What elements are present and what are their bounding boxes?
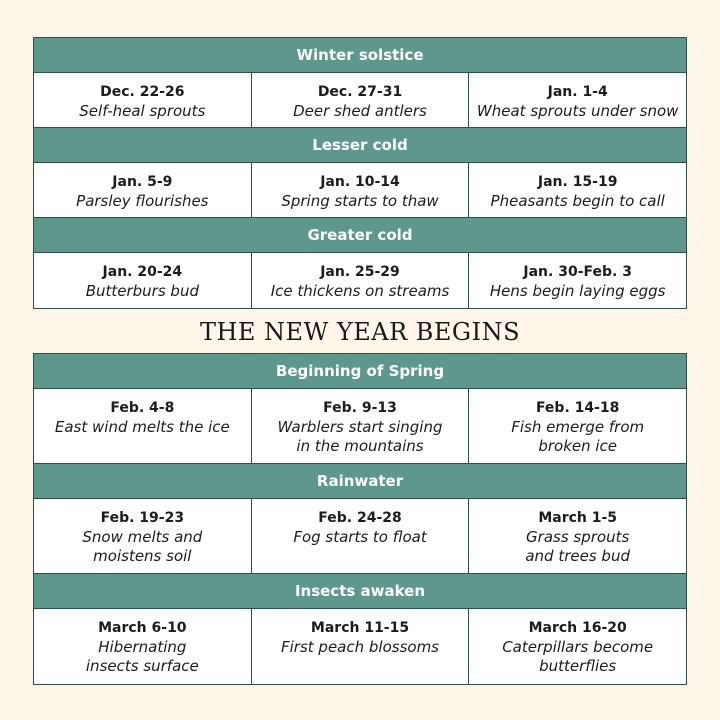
table-cell bbox=[252, 253, 470, 308]
table-cell bbox=[34, 163, 252, 217]
cell-description: Pheasants begin to call bbox=[490, 192, 665, 210]
cell-date: Dec. 27-31 bbox=[317, 84, 403, 100]
cell-date: Jan. 5-9 bbox=[112, 174, 173, 190]
cell-date: March 6-10 bbox=[98, 620, 187, 636]
section-header-winter-solstice: Winter solstice bbox=[34, 38, 686, 73]
cell-date: Feb. 9-13 bbox=[323, 400, 397, 416]
cell-date: Feb. 4-8 bbox=[110, 400, 175, 416]
cell-date: Feb. 24-28 bbox=[318, 510, 402, 526]
cell-description: Fog starts to float bbox=[293, 528, 427, 546]
cell-date: Jan. 1-4 bbox=[547, 84, 608, 100]
table-cell bbox=[252, 73, 470, 127]
table-cell bbox=[469, 389, 686, 463]
section-header-insects-awaken: Insects awaken bbox=[34, 574, 686, 609]
cell-description: Warblers start singing in the mountains bbox=[277, 418, 443, 455]
cell-description: East wind melts the ice bbox=[54, 418, 230, 436]
table-cell bbox=[34, 253, 252, 308]
cell-date: Dec. 22-26 bbox=[100, 84, 185, 100]
cell-description: Parsley flourishes bbox=[76, 192, 209, 210]
cell-date: Jan. 15-19 bbox=[537, 174, 618, 190]
table-cell bbox=[252, 389, 470, 463]
cell-description: Butterburs bud bbox=[85, 282, 199, 300]
cell-description: Spring starts to thaw bbox=[281, 192, 439, 210]
calendar-table-top bbox=[33, 37, 687, 309]
section-header-rainwater: Rainwater bbox=[34, 464, 686, 499]
cell-date: Jan. 25-29 bbox=[320, 264, 400, 280]
section-header-lesser-cold: Lesser cold bbox=[34, 128, 686, 163]
table-cell bbox=[469, 73, 686, 127]
cell-description: Fish emerge from broken ice bbox=[511, 418, 645, 455]
cell-description: Grass sprouts and trees bud bbox=[525, 528, 630, 565]
cell-date: March 16-20 bbox=[528, 620, 627, 636]
section-header-greater-cold: Greater cold bbox=[34, 218, 686, 253]
table-cell bbox=[469, 609, 686, 684]
section-row bbox=[34, 609, 686, 684]
cell-description: Wheat sprouts under snow bbox=[476, 102, 679, 120]
section-row bbox=[34, 73, 686, 128]
cell-date: Feb. 14-18 bbox=[535, 400, 620, 416]
cell-description: Deer shed antlers bbox=[293, 102, 427, 120]
cell-description: Snow melts and moistens soil bbox=[82, 528, 203, 565]
cell-description: Hens begin laying eggs bbox=[489, 282, 666, 300]
cell-description: First peach blossoms bbox=[281, 638, 439, 656]
table-cell bbox=[252, 609, 470, 684]
cell-date: March 11-15 bbox=[310, 620, 410, 636]
section-row bbox=[34, 499, 686, 574]
cell-description: Caterpillars become butterflies bbox=[502, 638, 654, 675]
cell-date: Jan. 10-14 bbox=[320, 174, 400, 190]
table-cell bbox=[252, 163, 470, 217]
section-row bbox=[34, 163, 686, 218]
cell-description: Hibernating insects surface bbox=[85, 638, 199, 675]
section-row bbox=[34, 389, 686, 464]
table-cell bbox=[469, 253, 686, 308]
table-cell bbox=[34, 499, 252, 573]
cell-date: Jan. 30-Feb. 3 bbox=[523, 264, 632, 280]
table-cell bbox=[252, 499, 470, 573]
calendar-table-bottom bbox=[33, 353, 687, 685]
section-header-beginning-of-spring: Beginning of Spring bbox=[34, 354, 686, 389]
new-year-banner: THE NEW YEAR BEGINS bbox=[199, 318, 521, 346]
cell-description: Self-heal sprouts bbox=[79, 102, 206, 120]
table-cell bbox=[34, 609, 252, 684]
table-cell bbox=[34, 389, 252, 463]
cell-description: Ice thickens on streams bbox=[270, 282, 450, 300]
cell-date: Feb. 19-23 bbox=[100, 510, 185, 526]
section-row bbox=[34, 253, 686, 308]
table-cell bbox=[469, 499, 686, 573]
table-cell bbox=[469, 163, 686, 217]
cell-date: March 1-5 bbox=[538, 510, 618, 526]
cell-date: Jan. 20-24 bbox=[102, 264, 183, 280]
table-cell bbox=[34, 73, 252, 127]
